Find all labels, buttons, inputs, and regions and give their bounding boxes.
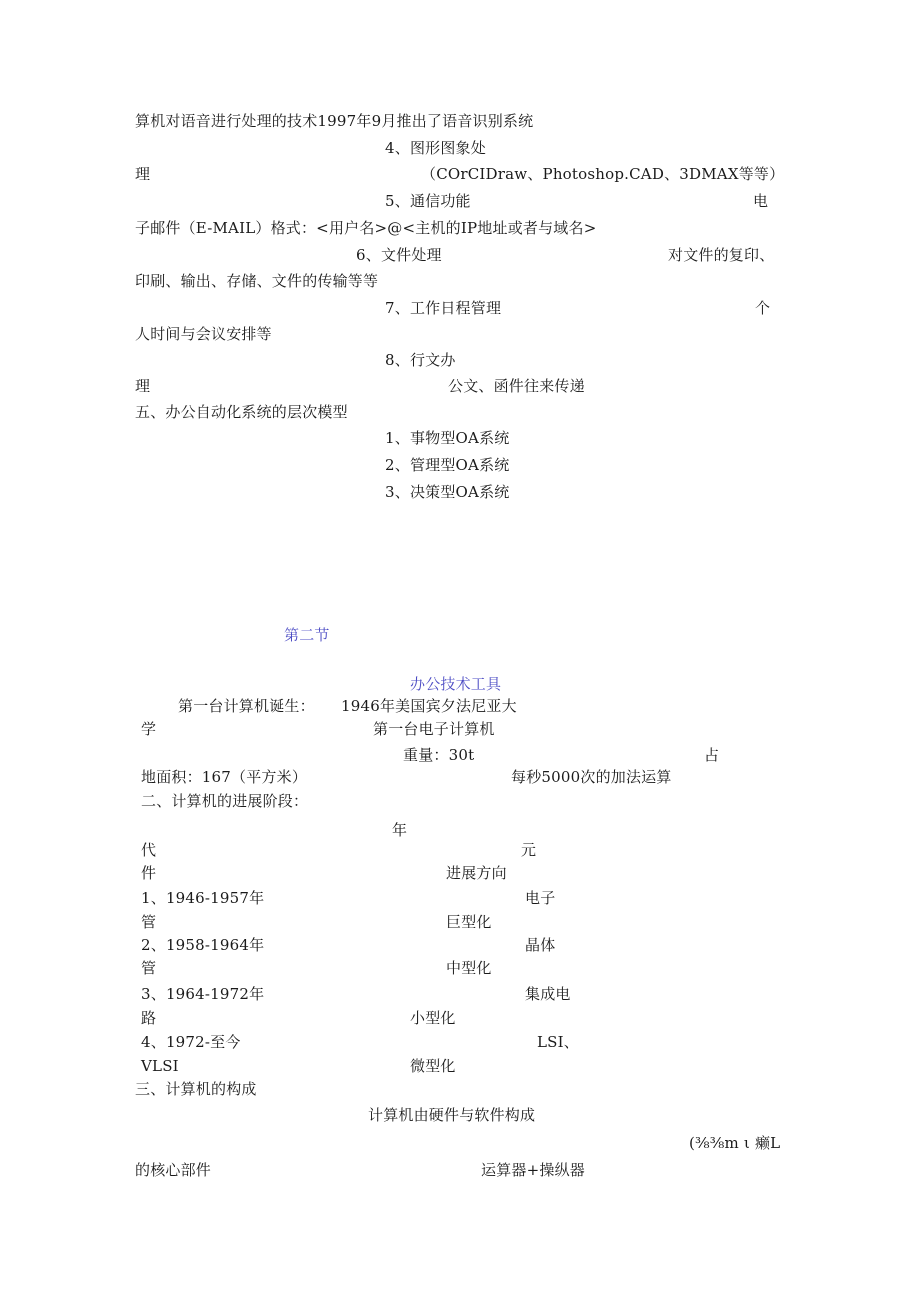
- table-row-1-period: 1、1946-1957年: [141, 889, 265, 907]
- model-item-3: 3、决策型OA系统: [385, 483, 510, 501]
- item-5-label: 5、通信功能: [385, 192, 471, 210]
- speech-recognition-line: 算机对语音进行处理的技术1997年9月推出了语音识别系统: [135, 112, 534, 130]
- table-row-4-period: 4、1972-至今: [141, 1033, 241, 1051]
- table-header-component-a: 元: [521, 841, 537, 859]
- heading-three: 三、计算机的构成: [135, 1080, 257, 1098]
- floor-area: 地面积：167（平方米）: [141, 768, 308, 786]
- table-row-1-direction: 巨型化: [446, 913, 492, 931]
- table-header-direction: 进展方向: [446, 864, 507, 882]
- table-row-4-component-a: LSI、: [537, 1033, 579, 1051]
- composition-line: 计算机由硬件与软件构成: [368, 1106, 536, 1124]
- heading-five: 五、办公自动化系统的层次模型: [135, 403, 348, 421]
- item-8-label: 8、行文办: [385, 351, 456, 369]
- occupy-char: 占: [704, 746, 720, 764]
- item-4-continuation: 理: [135, 165, 151, 183]
- core-component-label: 的核心部件: [135, 1161, 212, 1179]
- first-computer-desc: 第一台电子计算机: [373, 720, 495, 738]
- table-row-3-component-a: 集成电: [525, 985, 571, 1003]
- table-row-3-component-b: 路: [141, 1009, 157, 1027]
- first-computer-origin-cont: 学: [141, 720, 157, 738]
- item-6-description-b: 印刷、输出、存储、文件的传输等等: [135, 272, 379, 290]
- section-title: 办公技术工具: [410, 675, 502, 693]
- item-8-description: 公文、函件往来传递: [448, 377, 585, 395]
- table-row-3-period: 3、1964-1972年: [141, 985, 265, 1003]
- model-item-2: 2、管理型OA系统: [385, 456, 510, 474]
- table-row-2-component-b: 管: [141, 959, 157, 977]
- first-computer-label: 第一台计算机诞生：: [178, 697, 315, 715]
- item-6-label: 6、文件处理: [356, 246, 442, 264]
- item-6-description-a: 对文件的复印、: [668, 246, 775, 264]
- section-label: 第二节: [284, 626, 330, 644]
- item-4-label: 4、图形图象处: [385, 139, 486, 157]
- table-header-generation: 代: [141, 841, 157, 859]
- table-header-component-b: 件: [141, 864, 157, 882]
- table-header-year: 年: [392, 821, 408, 839]
- heading-two: 二、计算机的进展阶段：: [141, 792, 309, 810]
- first-computer-origin: 1946年美国宾夕法尼亚大: [341, 697, 517, 715]
- table-row-2-period: 2、1958-1964年: [141, 936, 265, 954]
- item-7-tail: 个: [755, 299, 771, 317]
- core-component-value: 运算器+操纵器: [481, 1161, 585, 1179]
- item-5-tail: 电: [753, 192, 769, 210]
- table-row-2-component-a: 晶体: [525, 936, 556, 954]
- item-5-description: 子邮件（E-MAIL）格式：<用户名>@<主机的IP地址或者与域名>: [135, 219, 597, 237]
- item-7-label: 7、工作日程管理: [385, 299, 502, 317]
- table-row-1-component-b: 管: [141, 913, 157, 931]
- item-8-continuation: 理: [135, 377, 151, 395]
- table-row-1-component-a: 电子: [525, 889, 556, 907]
- computer-weight: 重量：30t: [403, 746, 475, 764]
- item-4-description: （COrCIDraw、Photoshop.CAD、3DMAX等等）: [421, 165, 785, 183]
- model-item-1: 1、事物型OA系统: [385, 429, 510, 447]
- table-row-4-component-b: VLSI: [141, 1057, 179, 1075]
- table-row-3-direction: 小型化: [410, 1009, 456, 1027]
- table-row-4-direction: 微型化: [410, 1057, 456, 1075]
- table-row-2-direction: 中型化: [446, 959, 492, 977]
- garbled-text: (⅜⅜m ι 癞L: [689, 1134, 781, 1152]
- item-7-description: 人时间与会议安排等: [135, 325, 272, 343]
- computing-speed: 每秒5000次的加法运算: [511, 768, 672, 786]
